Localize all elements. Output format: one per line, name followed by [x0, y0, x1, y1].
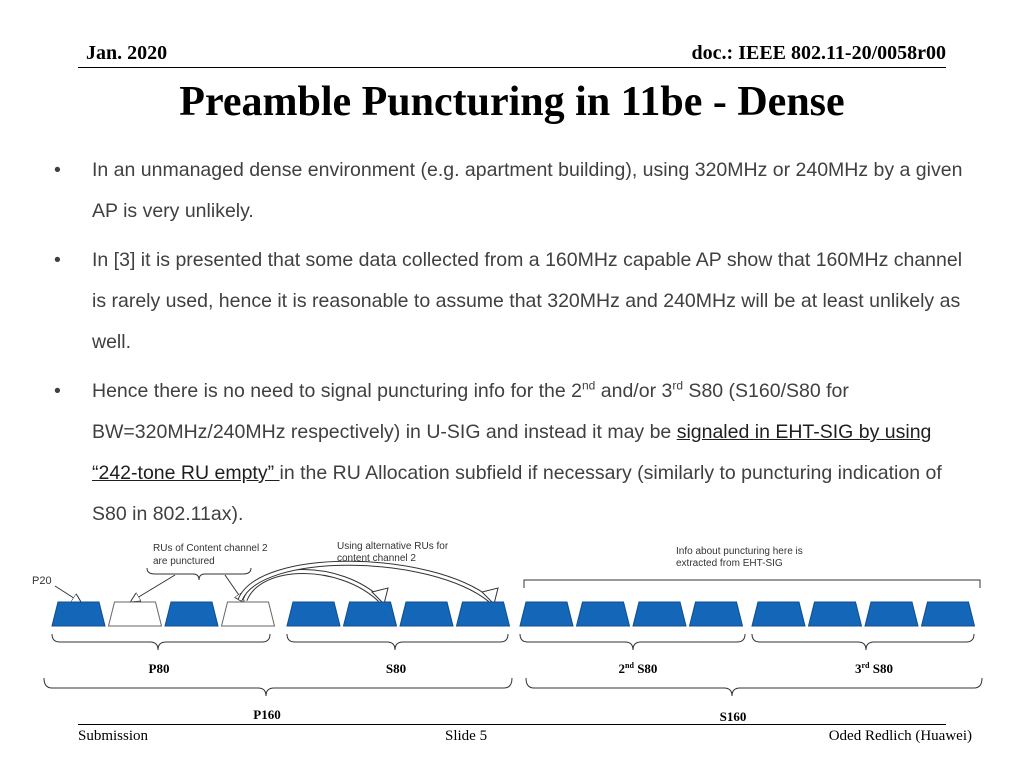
ru-block [457, 602, 510, 626]
bullet-3-part2: and/or 3 [595, 380, 673, 402]
p80-brace [52, 634, 270, 650]
footer-divider [78, 724, 946, 725]
ru-block [287, 602, 340, 626]
ru-block [922, 602, 975, 626]
ru-block [577, 602, 630, 626]
footer-slide-number: Slide 5 [445, 728, 488, 744]
footer-submission: Submission [78, 728, 149, 744]
bullet-item-3 [52, 371, 972, 535]
bullet-dot: • [54, 380, 61, 402]
p160-label: P160 [253, 707, 281, 722]
punctured-brace [147, 568, 251, 580]
ru-block [52, 602, 105, 626]
ru-block-group [52, 602, 975, 626]
note-info-line2: extracted from EHT-SIG [676, 558, 783, 569]
note-alt-line1: Using alternative RUs for [337, 541, 449, 552]
s80-3-label: 3rd S80 [855, 661, 893, 676]
s160-brace [526, 678, 982, 696]
bullet-text-1: In an unmanaged dense environment (e.g. apartment building), using 320MHz or 240MHz by a given AP is very unlikely. [92, 159, 963, 222]
ru-block [865, 602, 918, 626]
s80-3-brace [752, 634, 974, 650]
s80-2-brace [520, 634, 745, 650]
ru-block [520, 602, 573, 626]
bullet-item-2 [52, 240, 972, 363]
arrow-p20 [55, 586, 80, 602]
s80-brace [287, 634, 508, 650]
s80-2-label: 2nd S80 [618, 661, 658, 676]
p160-brace [44, 678, 512, 696]
slide-title: Preamble Puncturing in 11be - Dense [179, 79, 845, 125]
header-date: Jan. 2020 [86, 42, 168, 64]
p80-label: P80 [148, 661, 170, 676]
ru-block [633, 602, 686, 626]
ru-block [165, 602, 218, 626]
ru-block [344, 602, 397, 626]
ru-block [752, 602, 805, 626]
ru-block [809, 602, 862, 626]
note-alt-line2: content channel 2 [337, 553, 416, 564]
bullet-text-2: In [3] it is presented that some data collected from a 160MHz capable AP show that 160MHz channel is rarely used, hence it is reasonable to assume that 320MHz and 240MHz will be at least unlikely as well. [92, 249, 963, 353]
s80-label: S80 [385, 661, 407, 676]
arrow-to-ru2 [132, 575, 175, 601]
bullet-dot: • [54, 159, 61, 181]
p20-label: P20 [32, 575, 52, 587]
bullet-3-underlined: signaled in EHT-SIG by using “242-tone RU empty” [92, 421, 932, 484]
bullet-dot: • [54, 249, 61, 271]
header-divider [78, 67, 946, 68]
bullet-3-part4: in the RU Allocation subfield if necessary (similarly to puncturing indication of S80 in 802.11ax). [92, 462, 942, 525]
note-punctured-line2: are punctured [153, 556, 215, 567]
s160-top-bracket [524, 580, 980, 588]
ru-block-punctured [109, 602, 162, 626]
alt-arrow-2-outline [240, 563, 490, 600]
puncturing-diagram [0, 530, 1024, 730]
note-punctured-line1: RUs of Content channel 2 [153, 543, 268, 554]
bullet-3-sup1: nd [582, 378, 596, 393]
note-info-line1: Info about puncturing here is [676, 546, 803, 557]
ru-block [690, 602, 743, 626]
bullet-3-part1: Hence there is no need to signal puncturing info for the 2 [92, 380, 582, 402]
s160-label: S160 [719, 709, 747, 724]
footer-author: Oded Redlich (Huawei) [828, 728, 972, 744]
bullet-list [52, 150, 972, 543]
bullet-text-3 [92, 380, 942, 525]
header-doc-id: doc.: IEEE 802.11-20/0058r00 [691, 42, 946, 64]
bullet-3-sup2: rd [672, 378, 684, 393]
ru-block [400, 602, 453, 626]
ru-block-punctured [222, 602, 275, 626]
bullet-3-part3: S80 (S160/S80 for BW=320MHz/240MHz respectively) in U-SIG and instead it may be [92, 380, 849, 443]
bullet-item-1 [52, 150, 972, 232]
